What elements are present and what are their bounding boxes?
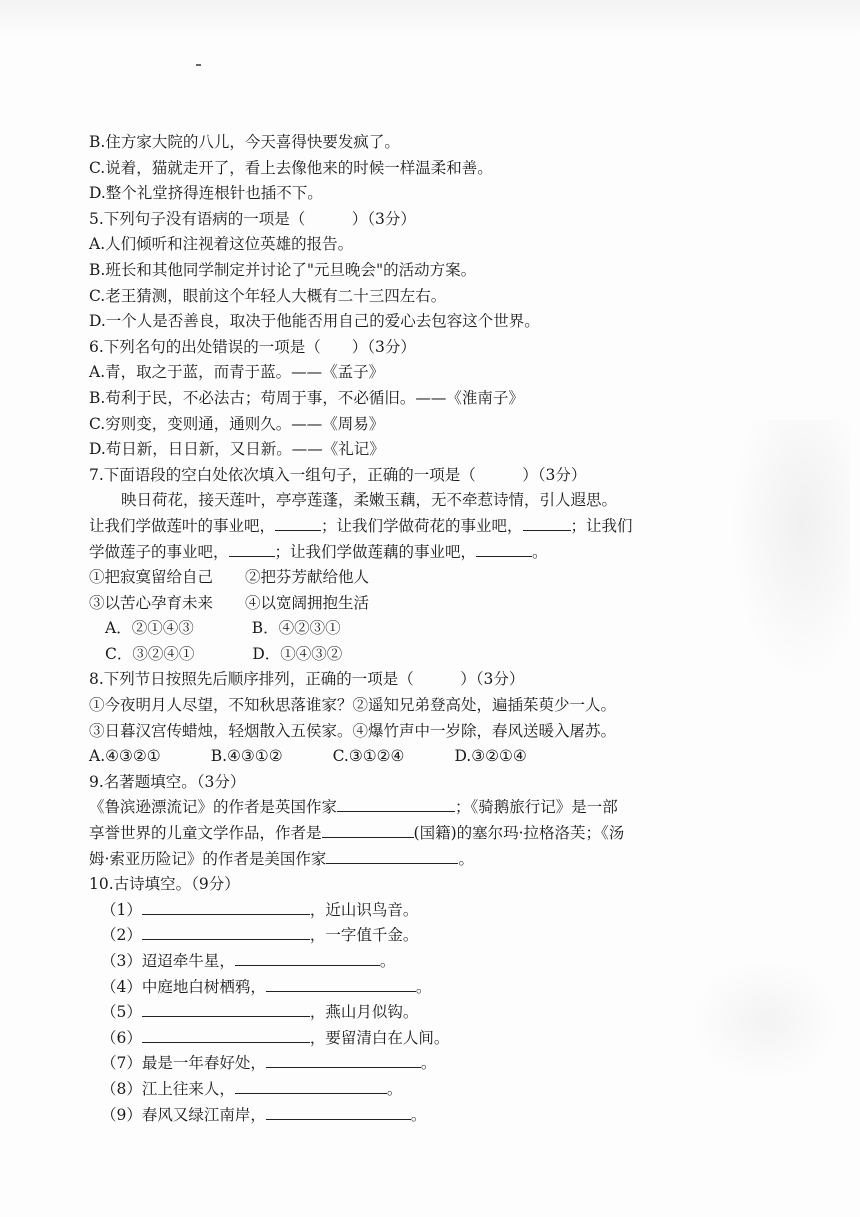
poem-fill: [89, 923, 769, 949]
choice-item: ②把芬芳献给他人: [245, 568, 370, 587]
question-10: 10.古诗填空。（9分）: [89, 875, 240, 894]
item-number: （5）: [101, 1003, 142, 1022]
choice-item: ③以苦心孕育未来: [89, 593, 214, 612]
poem-text: 江上往来人，: [141, 1079, 235, 1098]
fill-text: 姆·索亚历险记》的作者是美国作家: [89, 849, 327, 868]
option-c: C.③①②④: [332, 747, 405, 766]
poem-text: ，要留清白在人间。: [309, 1028, 450, 1047]
answer-blank[interactable]: [142, 1000, 310, 1017]
poem-text: 春风又绿江南岸，: [141, 1105, 266, 1124]
option-line: C.老王猜测，眼前这个年轻人大概有二十三四左右。: [89, 286, 447, 305]
answer-blank[interactable]: [326, 847, 458, 864]
item-number: （7）: [101, 1054, 142, 1073]
answer-blank[interactable]: [337, 795, 455, 812]
option-line: A.青，取之于蓝，而青于蓝。——《孟子》: [89, 363, 385, 382]
question-9: 9.名著题填空。（3分）: [89, 772, 246, 791]
option-line: D.苟日新，日日新，又日新。——《礼记》: [89, 440, 385, 459]
fill-line: [89, 847, 769, 873]
choice-item: ①把寂寞留给自己: [89, 568, 214, 587]
answer-blank[interactable]: [266, 1103, 411, 1120]
fill-text: (国籍)的塞尔玛·拉格洛芙；《汤: [413, 824, 625, 843]
question-8: 8.下列节日按照先后顺序排列，正确的一项是（ ）（3分）: [89, 670, 525, 689]
poem-fill: [89, 1077, 769, 1103]
poem-fill: [89, 1000, 769, 1026]
exam-content: [89, 130, 769, 1128]
passage-line: 映日荷花，接天莲叶，亭亭莲蓬，柔嫩玉藕，无不牵惹诗情，引人遐思。: [121, 491, 618, 510]
passage-text: 让我们学做莲叶的事业吧，: [89, 516, 276, 535]
answer-blank[interactable]: [142, 898, 310, 915]
option-line: B.班长和其他同学制定并讨论了"元旦晚会"的活动方案。: [89, 260, 477, 279]
option-row: [89, 744, 769, 770]
item-number: （9）: [101, 1105, 142, 1124]
passage-text: ；让我们学做荷花的事业吧，: [321, 516, 523, 535]
poem-text: ，近山识鸟音。: [309, 900, 419, 919]
poem-text: 最是一年春好处，: [141, 1054, 266, 1073]
option-line: A.人们倾听和注视着这位英雄的报告。: [89, 235, 354, 254]
question-5: 5.下列句子没有语病的一项是（ ）（3分）: [89, 209, 416, 228]
poem-text: ，燕山月似钩。: [309, 1003, 419, 1022]
answer-blank[interactable]: [142, 923, 310, 940]
poem-text: 。: [420, 1054, 437, 1073]
option-a: A．②①④③: [105, 619, 194, 638]
poem-line: ③日暮汉宫传蜡烛，轻烟散入五侯家。④爆竹声中一岁除，春风送暖入屠苏。: [89, 721, 617, 740]
choice-item: ④以宽阔拥抱生活: [245, 593, 370, 612]
option-d: D.③②①④: [454, 747, 527, 766]
poem-text: ，一字值千金。: [309, 926, 419, 945]
poem-fill: [89, 898, 769, 924]
poem-text: 。: [386, 1079, 403, 1098]
option-c: C．③②④①: [105, 644, 195, 663]
option-b: B.④③①②: [210, 747, 283, 766]
option-d: D．①④③②: [252, 644, 343, 663]
passage-text: 。: [532, 542, 548, 561]
option-row: [89, 616, 769, 642]
answer-blank[interactable]: [266, 975, 416, 992]
fill-line: [89, 821, 769, 847]
question-7: 7.下面语段的空白处依次填入一组句子，正确的一项是（ ）（3分）: [89, 465, 587, 484]
answer-blank[interactable]: [235, 949, 380, 966]
fill-text: ；《骑鹅旅行记》是一部: [455, 798, 618, 817]
poem-fill: [89, 1051, 769, 1077]
poem-text: 。: [410, 1105, 427, 1124]
poem-fill: [89, 1026, 769, 1052]
answer-blank[interactable]: [275, 514, 321, 531]
answer-blank[interactable]: [476, 540, 532, 557]
poem-line: ①今夜明月人尽望，不知秋思落谁家？②遥知兄弟登高处，遍插茱萸少一人。: [89, 696, 617, 715]
poem-text: 迢迢牵牛星，: [141, 952, 235, 970]
item-number: （6）: [101, 1028, 142, 1047]
option-line: D.整个礼堂挤得连根针也插不下。: [89, 184, 323, 203]
fill-text: 。: [458, 849, 474, 868]
poem-text: 。: [379, 952, 396, 970]
item-number: （1）: [101, 900, 142, 919]
answer-blank[interactable]: [266, 1051, 421, 1068]
answer-blank[interactable]: [523, 514, 571, 531]
item-number: （4）: [101, 977, 142, 996]
option-line: C.说着，猫就走开了，看上去像他来的时候一样温柔和善。: [89, 158, 493, 177]
poem-fill: [89, 975, 769, 1001]
option-b: B．④②③①: [251, 619, 341, 638]
passage-text: ；让我们学做莲藕的事业吧，: [274, 542, 477, 561]
option-a: A.④③②①: [89, 747, 161, 766]
poem-fill: [89, 949, 769, 975]
scan-edge: [0, 0, 860, 36]
passage-line: [89, 514, 769, 540]
choice-row: [89, 591, 769, 617]
answer-blank[interactable]: [229, 540, 275, 557]
answer-blank[interactable]: [235, 1077, 387, 1094]
scan-speck: [196, 64, 201, 66]
fill-line: [89, 795, 769, 821]
fill-text: 享誉世界的儿童文学作品，作者是: [89, 824, 322, 843]
item-number: （3）: [101, 952, 142, 970]
answer-blank[interactable]: [142, 1026, 310, 1043]
passage-line: [89, 540, 769, 566]
question-6: 6.下列名句的出处错误的一项是（ ）（3分）: [89, 337, 416, 356]
item-number: （2）: [101, 926, 142, 945]
poem-text: 中庭地白树栖鸦，: [141, 977, 266, 996]
option-line: B.苟利于民，不必法古；苟周于事，不必循旧。——《淮南子》: [89, 388, 524, 407]
option-line: C.穷则变，变则通，通则久。——《周易》: [89, 414, 385, 433]
option-line: B.住方家大院的八儿，今天喜得快要发疯了。: [89, 133, 400, 151]
poem-text: 。: [415, 977, 432, 996]
poem-fill: [89, 1103, 769, 1129]
answer-blank[interactable]: [322, 821, 414, 838]
passage-text: 学做莲子的事业吧，: [89, 542, 229, 561]
fill-text: 《鲁滨逊漂流记》的作者是英国作家: [89, 798, 338, 817]
passage-text: ；让我们: [570, 516, 633, 535]
item-number: （8）: [101, 1079, 142, 1098]
option-line: D.一个人是否善良，取决于他能否用自己的爱心去包容这个世界。: [89, 312, 540, 331]
choice-row: [89, 565, 769, 591]
option-row: [89, 642, 769, 668]
